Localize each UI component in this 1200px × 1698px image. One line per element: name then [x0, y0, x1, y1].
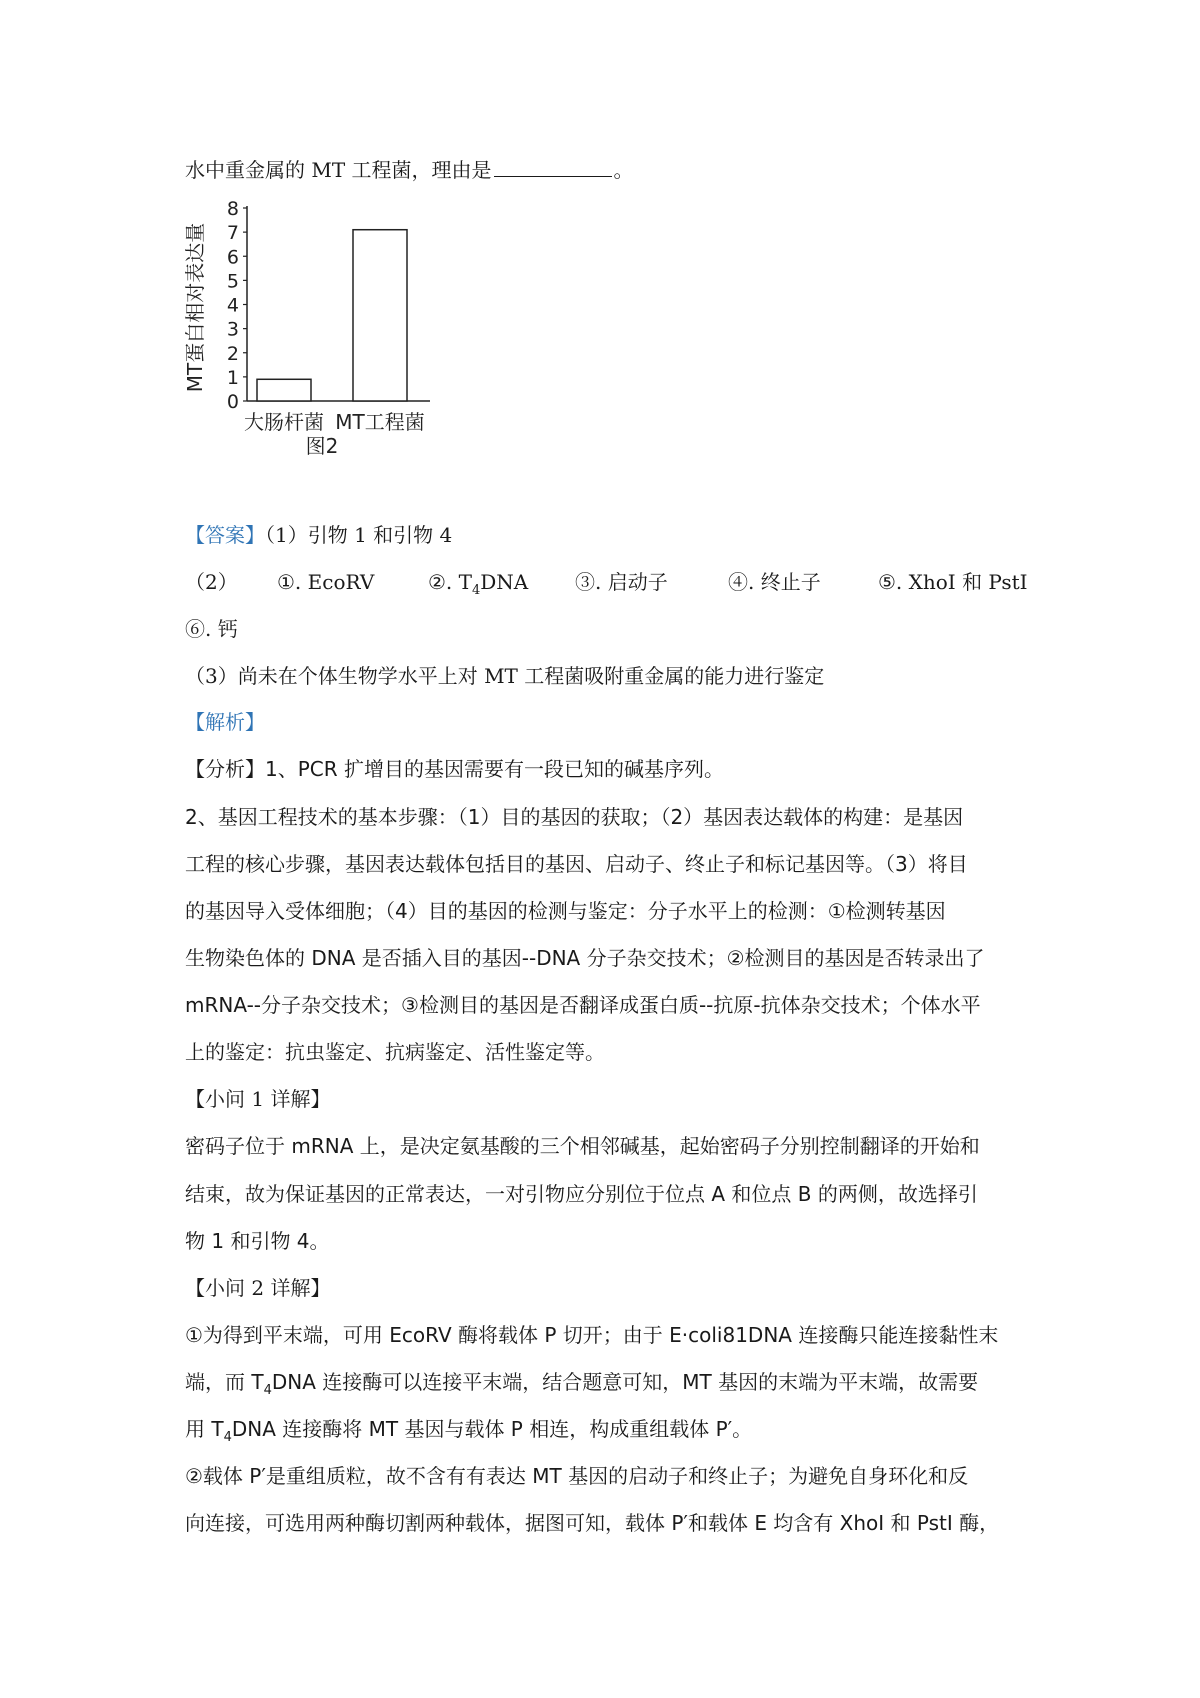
q2-detail-line-4: ②载体 P′是重组质粒，故不含有有表达 MT 基因的启动子和终止子；为避免自身环化和反: [185, 1464, 969, 1488]
analysis-line-7: 上的鉴定：抗虫鉴定、抗病鉴定、活性鉴定等。: [185, 1040, 605, 1064]
analysis-line-1: 【分析】1、PCR 扩增目的基因需要有一段已知的碱基序列。: [185, 757, 725, 781]
y-tick-label-8: 8: [226, 198, 239, 220]
q2-detail-line-2: 端，而 $T_4DNA$ 连接酶可以连接平末端，结合题意可知，MT 基因的末端为平末端，故需要: [185, 1370, 979, 1398]
answer-q2-line-2: [185, 615, 238, 643]
bar-0: [257, 379, 311, 401]
y-axis-label: MT蛋白相对表达量: [183, 222, 207, 393]
answer-label: 【答案】: [185, 523, 265, 547]
y-tick-label-1: 1: [226, 366, 239, 389]
analysis-line-5: 生物染色体的 DNA 是否插入目的基因--DNA 分子杂交技术；②检测目的基因是否转录出了: [185, 946, 985, 970]
answer-q2-item-3: ③. 启动子: [575, 570, 668, 594]
y-tick-label-5: 5: [226, 270, 239, 293]
q2-detail-heading: 【小问 2 详解】: [185, 1276, 331, 1300]
answer-q3: （3）尚未在个体生物学水平上对 MT 工程菌吸附重金属的能力进行鉴定: [185, 664, 825, 688]
question-tail-line: [185, 156, 634, 184]
answer-q2-item-1: ①. EcoRV: [277, 570, 375, 594]
analysis-line-6: mRNA--分子杂交技术；③检测目的基因是否翻译成蛋白质--抗原-抗体杂交技术；个体水平: [185, 993, 981, 1017]
answer-q2-item-2: ②. $T_4DNA$: [428, 570, 529, 598]
q1-detail-line-1: 密码子位于 mRNA 上，是决定氨基酸的三个相邻碱基，起始密码子分别控制翻译的开始和: [185, 1134, 980, 1158]
y-tick-label-7: 7: [226, 222, 239, 245]
question-tail-text: 水中重金属的 MT 工程菌，理由是: [185, 158, 492, 182]
x-category-label-0: 大肠杆菌: [244, 410, 324, 434]
q1-detail-line-2: 结束，故为保证基因的正常表达，一对引物应分别位于位点 A 和位点 B 的两侧，故选择引: [185, 1182, 978, 1206]
answer-q1: （1）引物 1 和引物 4: [265, 523, 453, 547]
q2-detail-line-5: 向连接，可选用两种酶切割两种载体，据图可知，载体 P′和载体 E 均含有 XhoI 和 PstI 酶，: [185, 1511, 1000, 1535]
answer-q2-item-4: ④. 终止子: [728, 570, 821, 594]
answer-blank: [494, 156, 612, 177]
answer-q2-item-5: ⑤. XhoI 和 PstI: [878, 570, 1028, 594]
q2-detail-line-1: ①为得到平末端，可用 EcoRV 酶将载体 P 切开；由于 E·coli81DNA 连接酶只能连接黏性末: [185, 1323, 999, 1347]
y-tick-label-3: 3: [226, 318, 239, 341]
question-tail-end: 。: [613, 158, 634, 182]
q2-detail-line-3: 用 $T_4DNA$ 连接酶将 MT 基因与载体 P 相连，构成重组载体 P′。: [185, 1417, 753, 1445]
x-category-label-1: MT工程菌: [335, 410, 425, 434]
analysis-line-4: 的基因导入受体细胞；（4）目的基因的检测与鉴定：分子水平上的检测：①检测转基因: [185, 899, 946, 923]
bar-chart-figure-2: [180, 198, 480, 500]
y-tick-label-0: 0: [226, 391, 239, 413]
figure-caption: 图2: [305, 434, 339, 458]
y-tick-label-4: 4: [226, 294, 239, 317]
answer-q2-line: [185, 568, 1028, 598]
answer-q1-line: [185, 521, 452, 549]
y-tick-label-2: 2: [226, 342, 239, 365]
answer-q3-line: [185, 662, 824, 690]
analysis-label: 【解析】: [185, 710, 265, 734]
q1-detail-line-3: 物 1 和引物 4。: [185, 1229, 330, 1253]
analysis-line-3: 工程的核心步骤，基因表达载体包括目的基因、启动子、终止子和标记基因等。（3）将目: [185, 852, 968, 876]
y-tick-label-6: 6: [226, 246, 239, 269]
bar-1: [353, 230, 407, 401]
answer-q2-last: ⑥. 钙: [185, 617, 238, 641]
analysis-line-2: 2、基因工程技术的基本步骤：（1）目的基因的获取；（2）基因表达载体的构建：是基因: [185, 805, 964, 829]
q1-detail-heading: 【小问 1 详解】: [185, 1087, 331, 1111]
answer-q2-prefix: （2）: [185, 570, 238, 594]
